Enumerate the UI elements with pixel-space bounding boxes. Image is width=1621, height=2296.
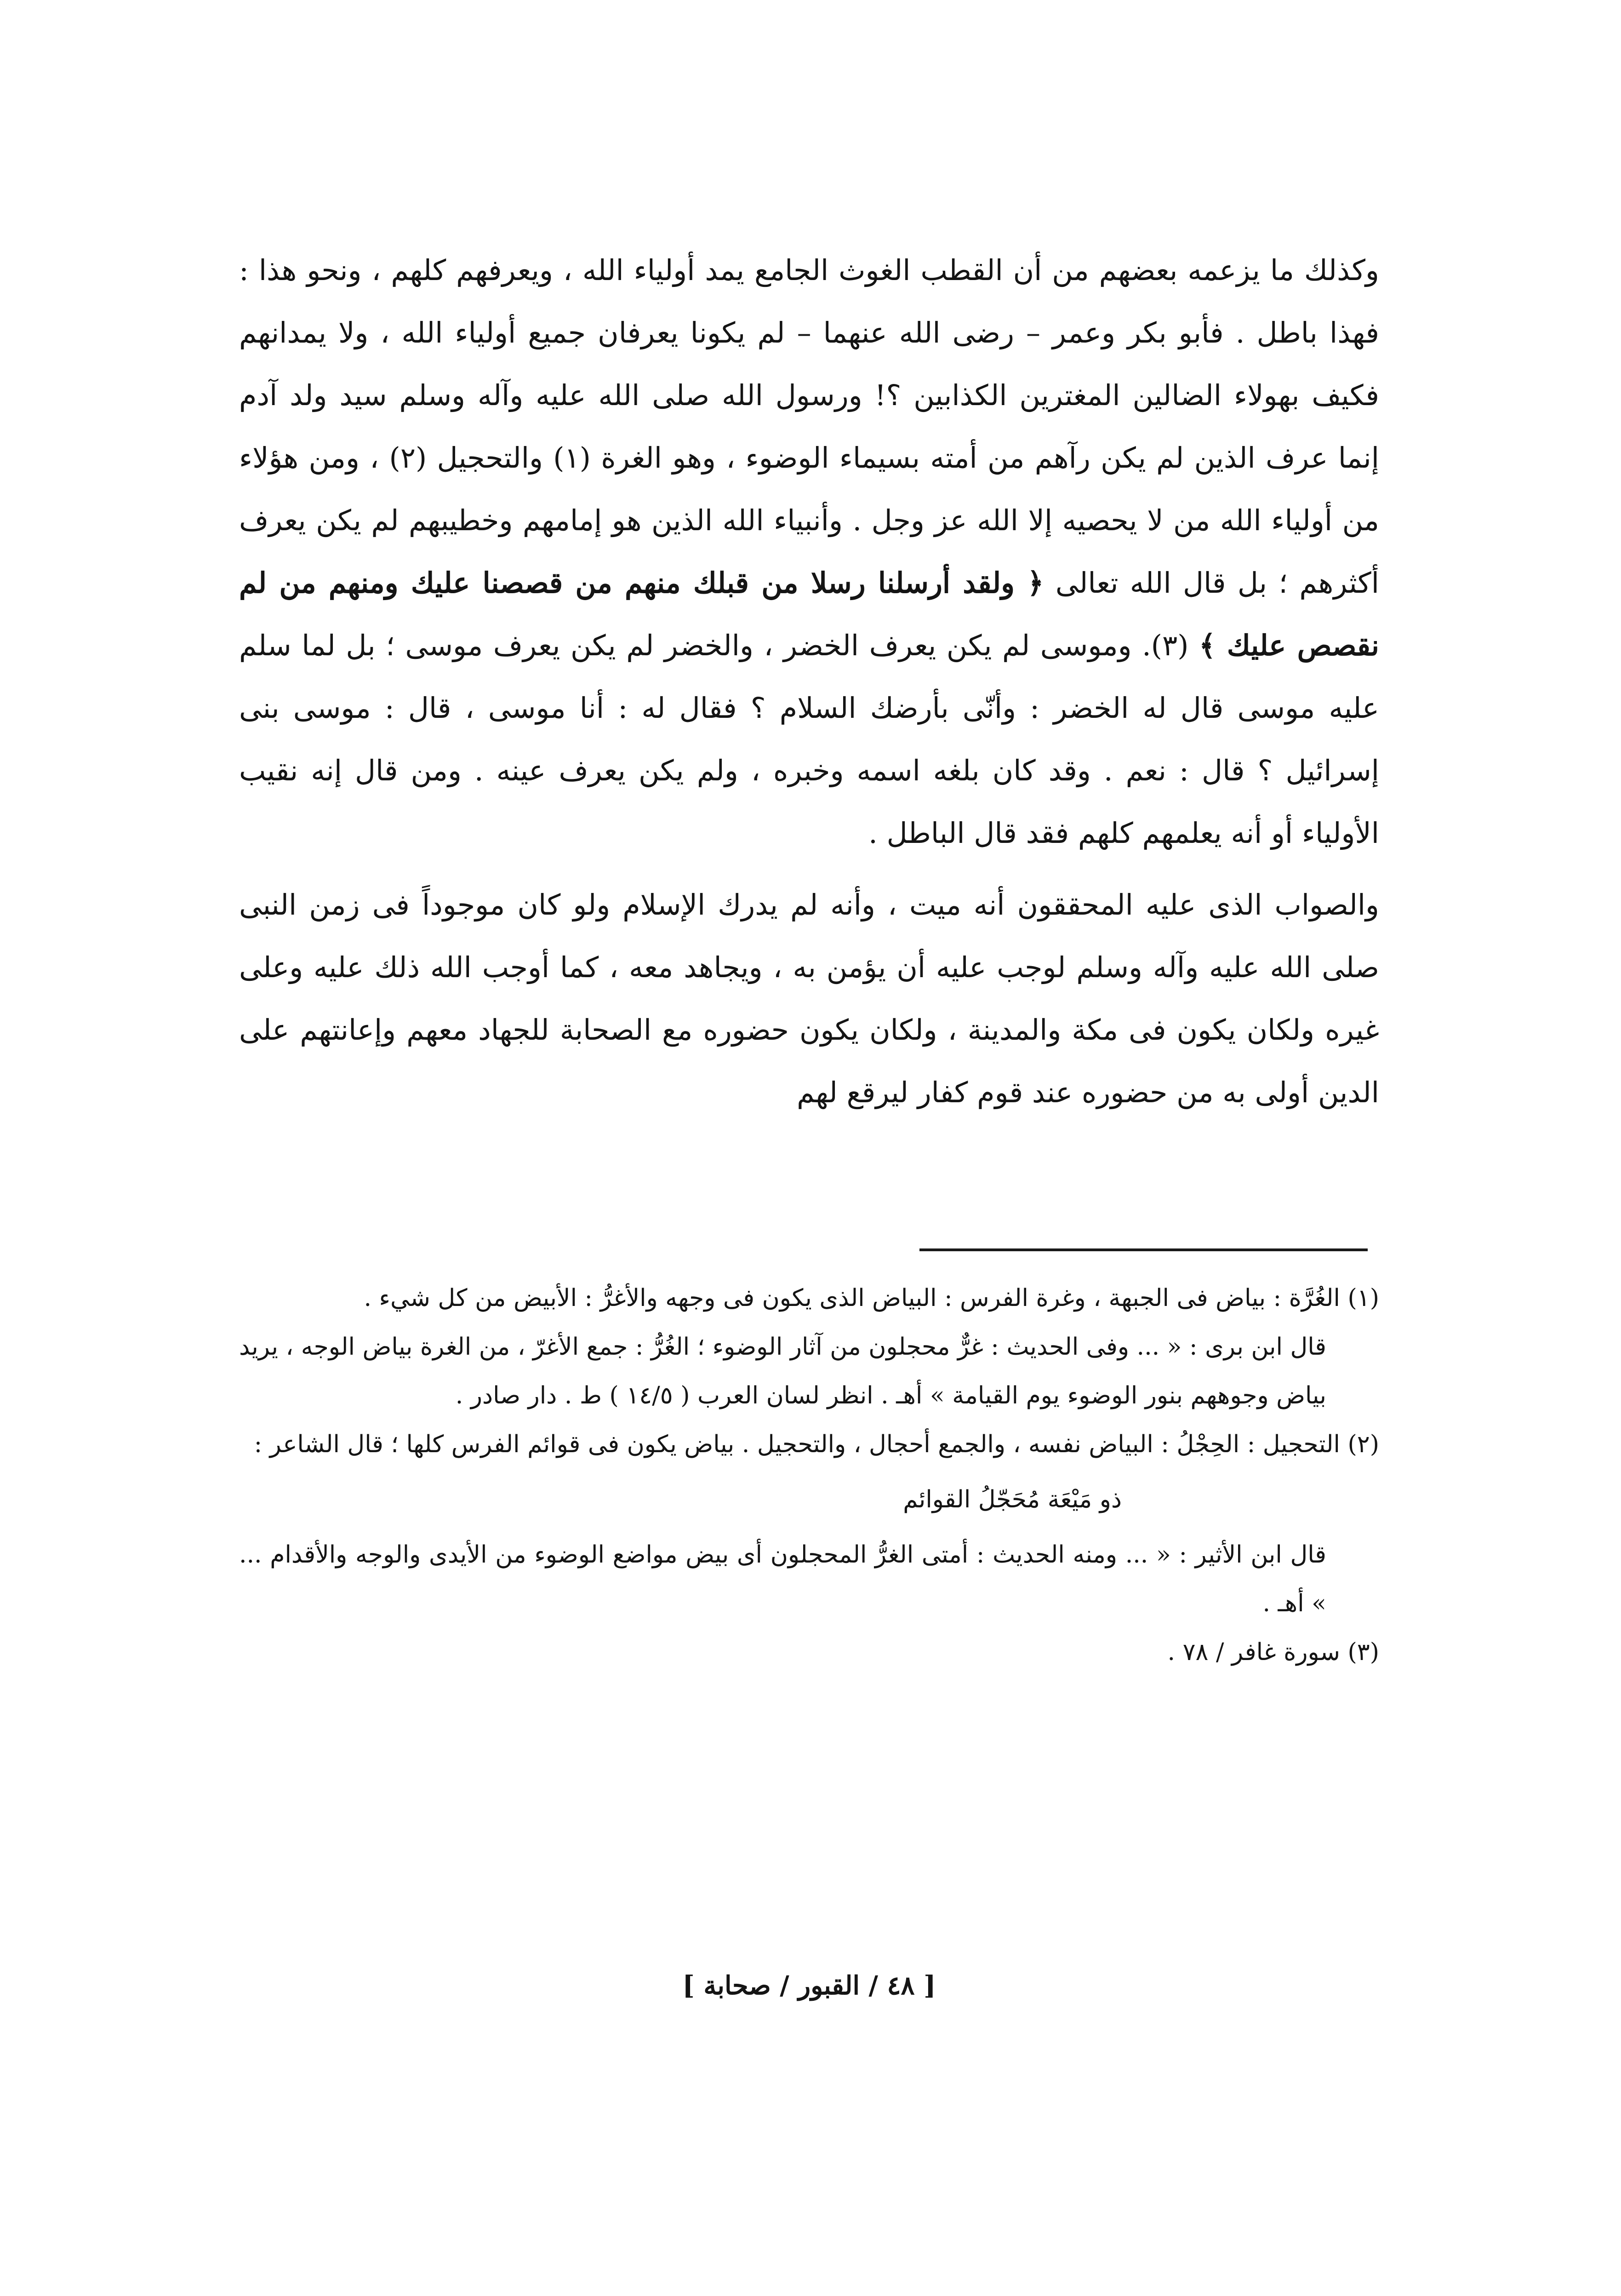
paragraph-1-end: (٣). وموسى لم يكن يعرف الخضر ، والخضر لم يكن يعرف موسى ؛ بل لما سلم عليه موسى قال له الخضر : وأنّى بأرضك السلام ؟ فقال له : أنا موسى ، قال : موسى بنى إسرائيل ؟ قال : نعم . وقد كان بلغه اسمه وخبره ، ولم يكن يعرف عينه . ومن قال إنه نقيب الأولياء أو أنه يعلمهم كلهم فقد قال الباطل . [239,629,1379,850]
paragraph-2: والصواب الذى عليه المحققون أنه ميت ، وأنه لم يدرك الإسلام ولو كان موجوداً فى زمن النبى صلى الله عليه وآله وسلم لوجب عليه أن يؤمن به ، ويجاهد معه ، كما أوجب الله ذلك عليه وعلى غيره ولكان يكون فى مكة والمدينة ، ولكان يكون حضوره مع الصحابة للجهاد معهم وإعانتهم على الدين أولى به من حضوره عند قوم كفار ليرقع لهم [239,888,1379,1109]
main-text-block [239,239,1379,1124]
footnote-1: (١) الغُرَّة : بياض فى الجبهة ، وغرة الفرس : البياض الذى يكون فى وجهه والأغرُّ : الأبيض من كل شيء . [364,1284,1379,1312]
page-footer: [ ٤٨ / القبور / صحابة ] [682,1970,936,2001]
paragraph-1-text: وكذلك ما يزعمه بعضهم من أن القطب الغوث الجامع يمد أولياء الله ، ويعرفهم كلهم ، ونحو هذا : فهذا باطل . فأبو بكر وعمر – رضى الله عنهما – لم يكونا يعرفان جميع أولياء الله ، ولا يمدانهم فكيف بهولاء الضالين المغترين الكذابين ؟! ورسول الله صلى الله عليه وآله وسلم سيد ولد آدم إنما عرف الذين لم يكن رآهم من أمته بسيماء الوضوء ، وهو الغرة (١) والتحجيل (٢) ، ومن هؤلاء من أولياء الله من لا يحصيه إلا الله عز وجل . وأنبياء الله الذين هو إمامهم وخطيبهم لم يكن يعرف أكثرهم ؛ بل قال الله تعالى [239,253,1380,600]
footnote-2-continued: قال ابن الأثير : « ... ومنه الحديث : أمتى الغرُّ المحجلون أى بيض مواضع الوضوء من الأيدى والوجه والأقدام ... » أهـ . [239,1541,1326,1617]
footnote-2: (٢) التحجيل : الحِجْلُ : البياض نفسه ، والجمع أحجال ، والتحجيل . بياض يكون فى قوائم الفرس كلها ؛ قال الشاعر : [254,1431,1379,1458]
footnote-separator [919,1248,1368,1251]
quran-verse: ﴿ ولقد أرسلنا رسلا من قبلك منهم من قصصنا عليك ومنهم من لم نقصص عليك ﴾ [239,566,1379,662]
footnotes-block [239,1274,1379,1677]
footnote-1-continued: قال ابن برى : « ... وفى الحديث : غرٌّ محجلون من آثار الوضوء ؛ الغُرُّ : جمع الأغرّ ، من الغرة بياض الوجه ، يريد بياض وجوههم بنور الوضوء يوم القيامة » أهـ . انظر لسان العرب ( ١٤/٥ ) ط . دار صادر . [239,1333,1326,1409]
paragraph-1 [239,239,1379,865]
poem-line: ذو مَيْعَة مُحَجّلُ القوائم [903,1486,1122,1513]
footnote-3: (٣) سورة غافر / ٧٨ . [1167,1638,1379,1666]
